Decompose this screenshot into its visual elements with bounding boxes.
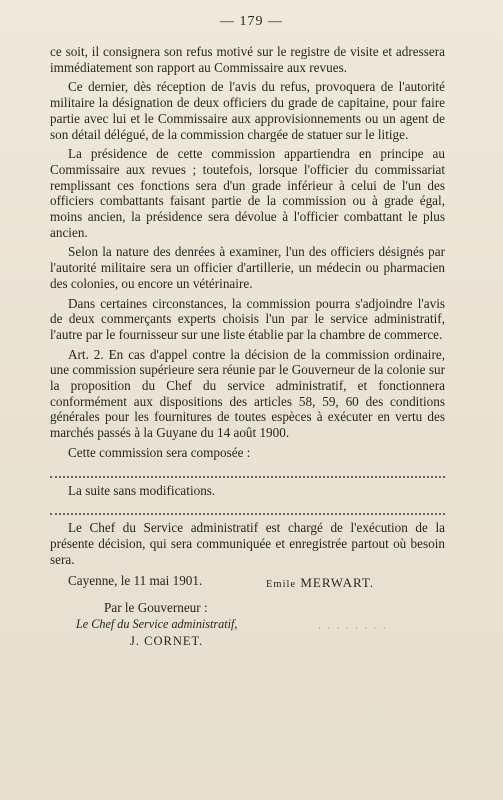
paragraph-officers: Selon la nature des denrées à examiner, l'un des officiers désignés par l'autorité militaire sera un officier d'artillerie, un médecin ou pharmacien des colonies, ou encore un vétérinaire. (50, 244, 445, 291)
second-signer: J. CORNET. (130, 633, 204, 648)
signature-line (50, 573, 445, 590)
signer-first-name: Emile (266, 579, 297, 591)
document-body (50, 44, 445, 650)
paragraph-refusal: Ce dernier, dès réception de l'avis du refus, provoquera de l'autorité militaire la désignation de deux officiers du grade de capitaine, pour faire partie avec lui et le Commissaire aux approvisionnements ou un agent de son détail délégué, de la commission chargée de statuer sur le litige. (50, 79, 445, 142)
faint-stamp-mark: · · · · · · · · (318, 623, 388, 633)
paragraph-continuation: ce soit, il consignera son refus motivé sur le registre de visite et adressera immédiatement son rapport au Commissaire aux revues. (50, 44, 445, 75)
dotted-separator (50, 467, 445, 478)
par-le-gouverneur: Par le Gouverneur : (104, 600, 208, 616)
suite-line: La suite sans modifications. (68, 482, 216, 498)
paragraph-closing: Le Chef du Service administratif est chargé de l'exécution de la présente décision, qui sera communiquée et enregistrée partout où besoin sera. (50, 520, 445, 567)
page-number: — 179 — (220, 14, 283, 29)
paragraph-experts: Dans certaines circonstances, la commission pourra s'adjoindre l'avis de deux commerçants experts choisis l'un par le service administratif, l'autre par le fournisseur sur une liste établie par la chambre de commerce. (50, 295, 445, 342)
chef-title: Le Chef du Service administratif, (76, 617, 238, 632)
paragraph-article-2: Art. 2. En cas d'appel contre la décision de la commission ordinaire, une commission supérieure sera réunie par le Gouverneur de la colonie sur la proposition du Chef du service administratif, et fonctionnera conformément aux dispositions des articles 58, 59, 60 des conditions générales pour les fournitures de toutes espèces à exécuter en vertu des marchés passés à la Guyane du 14 août 1900. (50, 346, 445, 441)
paragraph-composition: Cette commission sera composée : (68, 444, 251, 460)
dotted-separator (50, 504, 445, 515)
signer-last-name: MERWART. (300, 575, 375, 591)
paragraph-presidency: La présidence de cette commission appartiendra en principe au Commissaire aux revues ; toutefois, lorsque l'officier du commissariat remplissant ces fonctions sera d'un grade inférieur à celui de l'un des officiers combattants faisant partie de la commission ou à grade égal, moins ancien, la présidence sera dévolue à l'officier combattant le plus ancien. (50, 146, 445, 240)
governor-signature (266, 575, 374, 593)
place-date: Cayenne, le 11 mai 1901. (68, 573, 203, 589)
